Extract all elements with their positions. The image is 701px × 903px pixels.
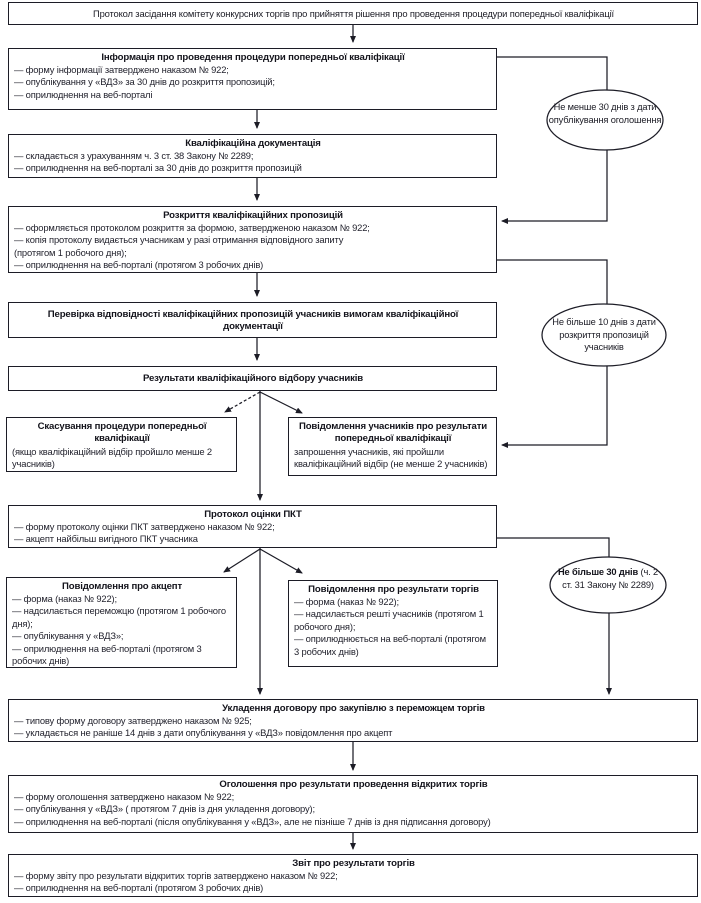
bullet-line: — складається з урахуванням ч. 3 ст. 38 Закону № 2289; — [14, 150, 254, 161]
bullet-line: — оприлюднення на веб-порталі (протягом 3 робочих днів) — [14, 259, 264, 271]
box-pkt-title: Протокол оцінки ПКТ — [204, 509, 302, 520]
bullet-line: — копія протоколу видається учасникам у разі отримання відповідного запиту (протягом 1 робочого дня); — [14, 234, 344, 258]
box-notify — [288, 417, 497, 476]
callout-max30-rest: (ч. 2 ст. 31 Закону № 2289) — [562, 567, 659, 590]
bullet-line: — оформляється протоколом розкриття за формою, затвердженою наказом № 922; — [14, 222, 370, 233]
box-qualdoc-body — [14, 150, 492, 175]
bullet-line: — форма (наказ № 922); — [294, 596, 399, 607]
bullet-line: — форму звіту про результати відкритих торгів затверджено наказом № 922; — [14, 870, 338, 881]
box-announcement-title: Оголошення про результати проведення відкритих торгів — [219, 779, 488, 790]
box-notify-body — [294, 446, 492, 471]
bullet-line: — акцепт найбільш вигідного ПКТ учасника — [14, 533, 198, 545]
box-accept — [6, 577, 237, 668]
box-info-title: Інформація про проведення процедури попередньої кваліфікації — [101, 52, 405, 63]
box-report-body — [14, 870, 693, 895]
bullet-line: — оприлюднення на веб-порталі (протягом 3 робочих днів) — [14, 882, 264, 894]
bullet-line: — форму оголошення затверджено наказом № 922; — [14, 791, 235, 802]
box-cancel — [6, 417, 237, 472]
box-disclosure — [8, 206, 497, 273]
box-check — [8, 302, 497, 338]
callout-max30 — [553, 566, 663, 591]
bullet-line: — опублікування у «ВДЗ» ( протягом 7 днів із дня укладення договору); — [14, 803, 315, 815]
box-pkt-body — [14, 521, 492, 546]
bullet-line: запрошення учасників, які пройшли кваліфікаційний відбір (не менше 2 учасників) — [294, 446, 488, 470]
box-report — [8, 854, 698, 897]
bullet-line: — оприлюднюється на веб-порталі (протягом 3 робочих днів) — [294, 633, 486, 657]
box-check-title: Перевірка відповідності кваліфікаційних пропозицій учасників вимогам кваліфікаційної документації — [47, 308, 459, 332]
box-start — [8, 2, 698, 25]
box-tender-results-title: Повідомлення про результати торгів — [308, 584, 479, 595]
bullet-line: — форму протоколу оцінки ПКТ затверджено наказом № 922; — [14, 521, 275, 532]
bullet-line: — опублікування у «ВДЗ» за 30 днів до розкриття пропозицій; — [14, 76, 275, 88]
box-notify-title: Повідомлення учасників про результати попередньої кваліфікації — [298, 421, 488, 444]
box-tender-results — [288, 580, 498, 667]
box-accept-body — [12, 593, 232, 667]
box-qualdoc-title: Кваліфікаційна документація — [185, 138, 321, 149]
box-cancel-body — [12, 446, 232, 471]
box-pkt — [8, 505, 497, 548]
box-disclosure-body — [14, 222, 492, 272]
bullet-line: — оприлюднення на веб-порталі за 30 днів до розкриття пропозицій — [14, 162, 302, 174]
box-announcement — [8, 775, 698, 833]
box-info — [8, 48, 497, 110]
callout-min30: Не менше 30 днів з дати опублікування оголошення — [548, 102, 662, 125]
box-contract-title: Укладення договору про закупівлю з переможцем торгів — [222, 703, 485, 714]
callout-max30-bold: Не більше 30 днів — [557, 567, 639, 577]
box-tender-results-body — [294, 596, 493, 658]
bullet-line: — надсилається решті учасників (протягом 1 робочого дня); — [294, 608, 484, 632]
box-report-title: Звіт про результати торгів — [292, 858, 415, 869]
bullet-line: — опублікування у «ВДЗ»; — [12, 630, 124, 642]
bullet-line: — форму інформації затверджено наказом № 922; — [14, 64, 229, 75]
bullet-line: — типову форму договору затверджено наказом № 925; — [14, 715, 252, 726]
box-announcement-body — [14, 791, 693, 828]
box-results — [8, 366, 497, 391]
bullet-line: — оприлюднення на веб-порталі — [14, 88, 153, 100]
bullet-line: — оприлюднення на веб-порталі (після опублікування у «ВДЗ», але не пізніше 7 днів із дня підписання договору) — [14, 815, 491, 827]
box-accept-title: Повідомлення про акцепт — [62, 581, 182, 592]
box-start-title: Протокол засідання комітету конкурсних торгів про прийняття рішення про проведення процедури попередньої кваліфікації — [93, 8, 614, 19]
bullet-line: — оприлюднення на веб-порталі (протягом 3 робочих днів) — [12, 642, 202, 667]
box-info-body — [14, 64, 492, 101]
box-contract — [8, 699, 698, 742]
bullet-line: — форма (наказ № 922); — [12, 593, 117, 604]
box-qualdoc — [8, 134, 497, 178]
box-contract-body — [14, 715, 693, 740]
box-disclosure-title: Розкриття кваліфікаційних пропозицій — [163, 210, 343, 221]
bullet-line: (якщо кваліфікаційний відбір пройшло менше 2 учасників) — [12, 446, 212, 470]
bullet-line: — надсилається переможцю (протягом 1 робочого дня); — [12, 605, 226, 629]
box-results-title: Результати кваліфікаційного відбору учасників — [142, 373, 364, 384]
box-cancel-title: Скасування процедури попередньої кваліфікації — [37, 421, 207, 444]
bullet-line: — укладається не раніше 14 днів з дати опублікування у «ВДЗ» повідомлення про акцепт — [14, 727, 393, 739]
callout-max10: Не більше 10 днів з дати розкриття пропозицій учасників — [552, 317, 656, 353]
